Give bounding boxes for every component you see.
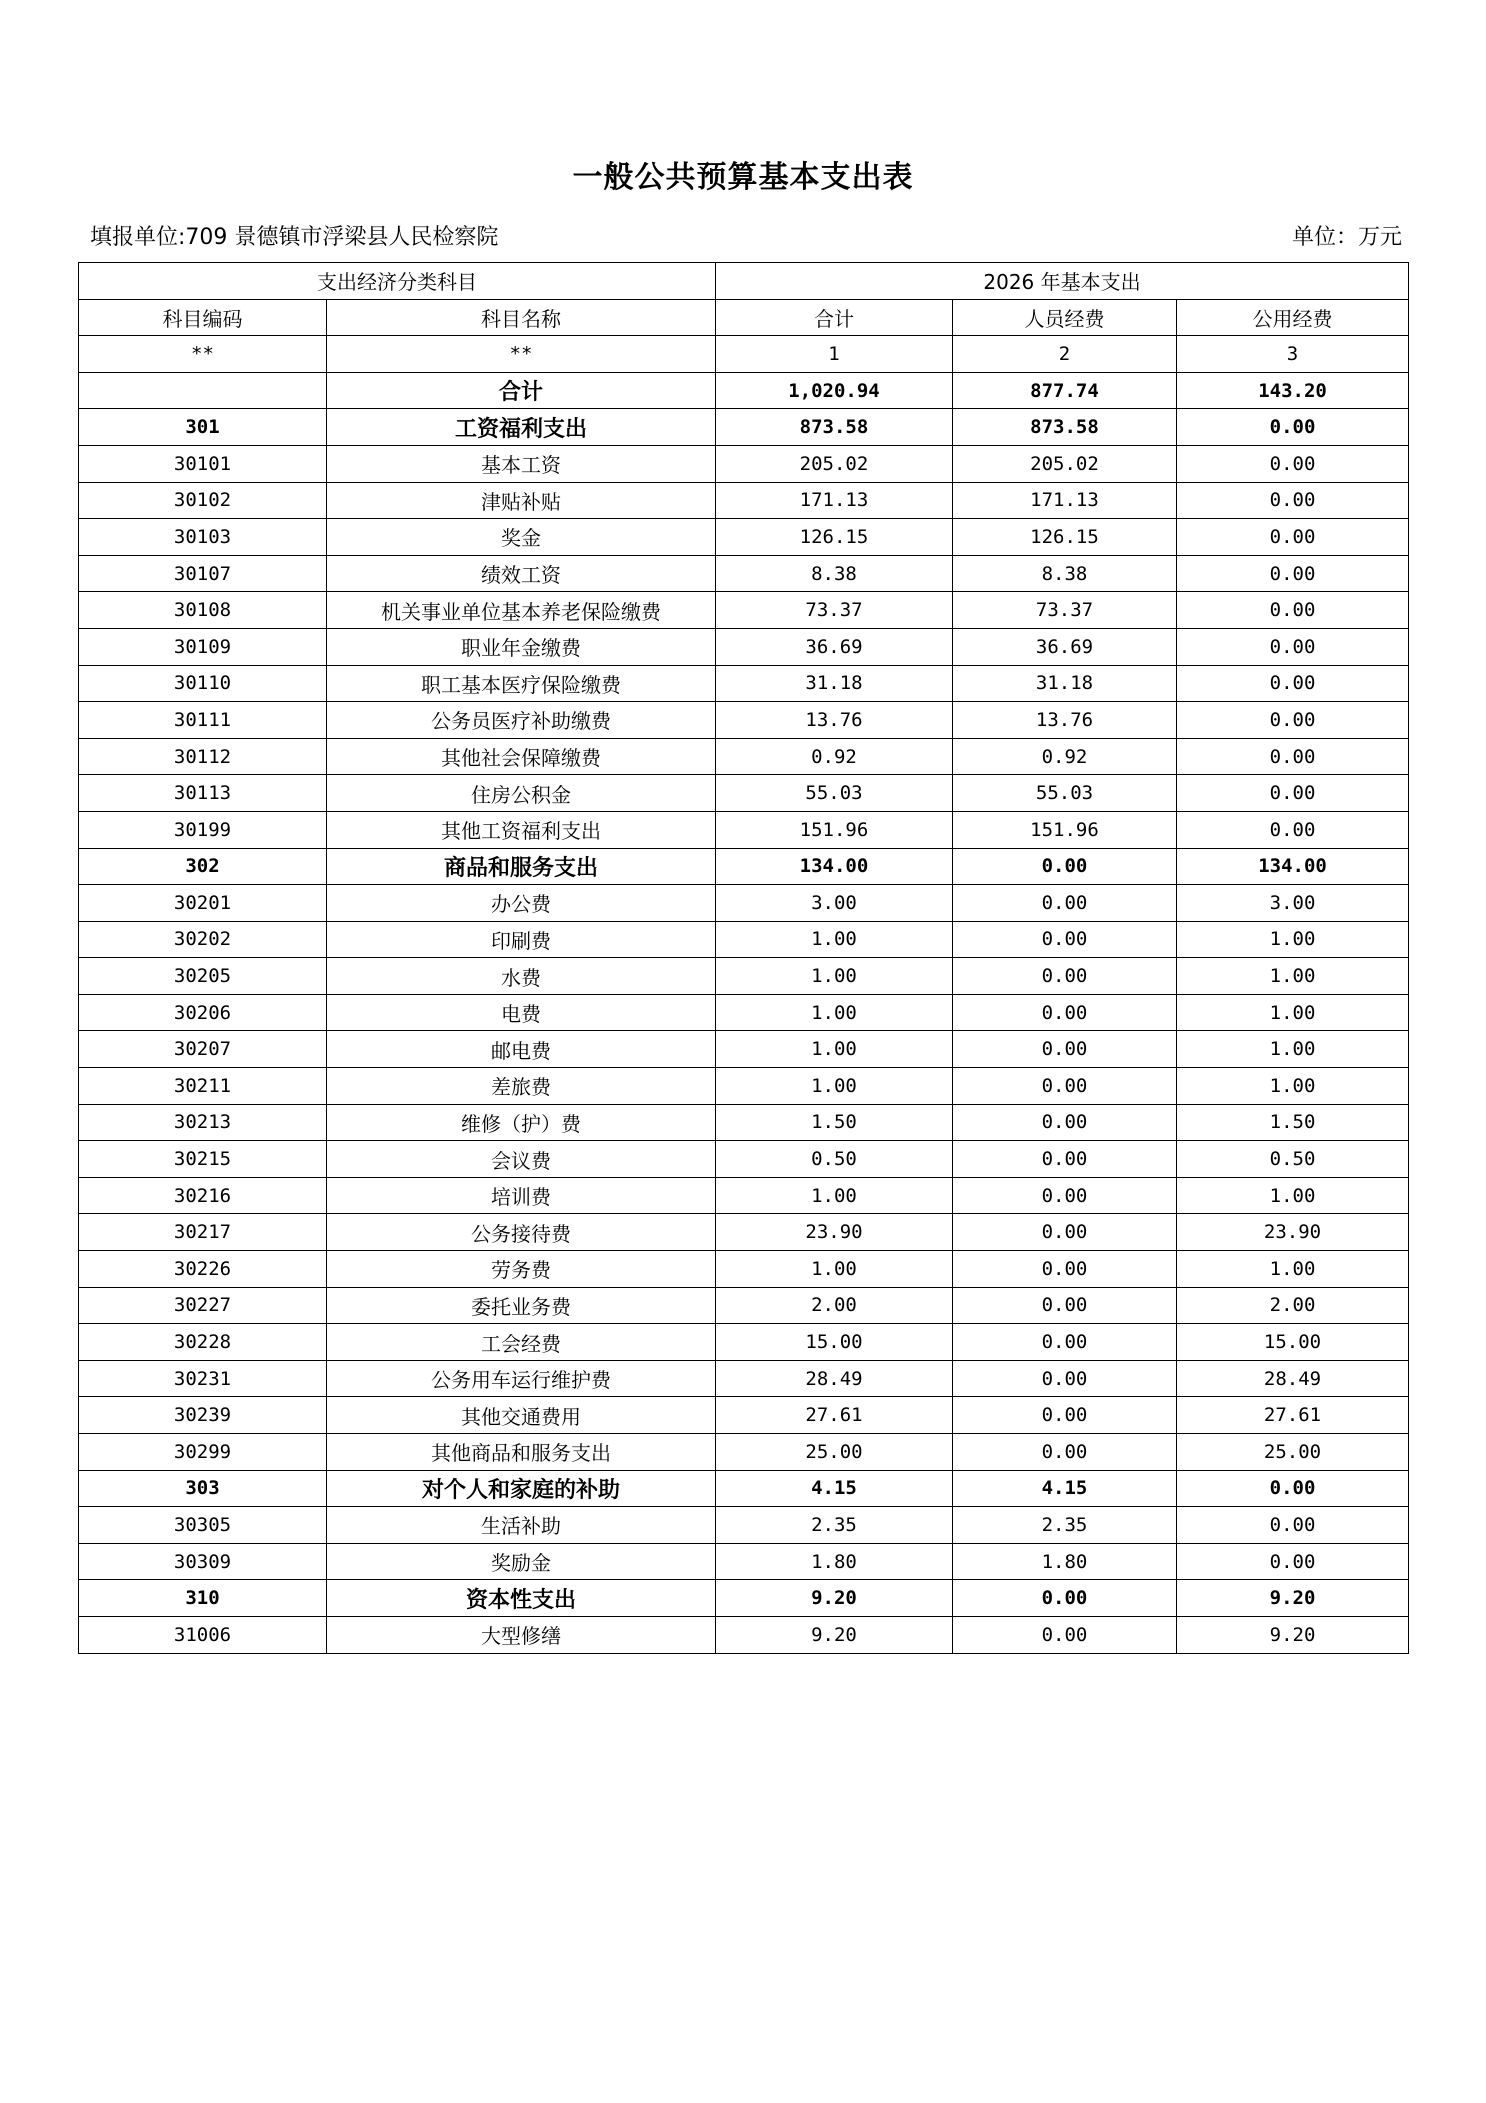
cell-name: 电费 xyxy=(327,994,716,1031)
cell-code: 30206 xyxy=(79,994,327,1031)
cell-public: 0.00 xyxy=(1177,628,1409,665)
cell-public: 15.00 xyxy=(1177,1324,1409,1361)
cell-personnel: 0.00 xyxy=(953,848,1177,885)
cell-name: 公务用车运行维护费 xyxy=(327,1360,716,1397)
table-row xyxy=(79,592,1409,629)
cell-code: 30213 xyxy=(79,1104,327,1141)
cell-total: 134.00 xyxy=(716,848,953,885)
table-row xyxy=(79,409,1409,446)
cell-code: 30228 xyxy=(79,1324,327,1361)
cell-name: 工资福利支出 xyxy=(327,409,716,446)
cell-personnel: 126.15 xyxy=(953,519,1177,556)
cell-total: 25.00 xyxy=(716,1434,953,1471)
cell-personnel: 0.00 xyxy=(953,1580,1177,1617)
header-group-year-expenditure: 2026 年基本支出 xyxy=(716,263,1409,300)
cell-personnel: 13.76 xyxy=(953,702,1177,739)
cell-personnel: 0.00 xyxy=(953,1360,1177,1397)
table-row xyxy=(79,372,1409,409)
cell-personnel: 0.00 xyxy=(953,994,1177,1031)
cell-personnel: 73.37 xyxy=(953,592,1177,629)
table-row xyxy=(79,738,1409,775)
cell-public: 1.00 xyxy=(1177,1177,1409,1214)
table-row xyxy=(79,1287,1409,1324)
table-row xyxy=(79,1251,1409,1288)
cell-name: 对个人和家庭的补助 xyxy=(327,1470,716,1507)
cell-total: 1.00 xyxy=(716,994,953,1031)
cell-code: 30199 xyxy=(79,811,327,848)
cell-personnel: 0.00 xyxy=(953,958,1177,995)
cell-public: 27.61 xyxy=(1177,1397,1409,1434)
table-row xyxy=(79,1141,1409,1178)
cell-total: 1.00 xyxy=(716,1031,953,1068)
cell-code: 30299 xyxy=(79,1434,327,1471)
cell-name: 其他工资福利支出 xyxy=(327,811,716,848)
table-row xyxy=(79,445,1409,482)
cell-personnel: 0.00 xyxy=(953,1251,1177,1288)
cell-personnel: 0.00 xyxy=(953,1324,1177,1361)
cell-code: 30217 xyxy=(79,1214,327,1251)
table-body xyxy=(79,372,1409,1653)
cell-name: 委托业务费 xyxy=(327,1287,716,1324)
cell-code: 302 xyxy=(79,848,327,885)
cell-public: 1.00 xyxy=(1177,958,1409,995)
table-row xyxy=(79,1397,1409,1434)
cell-personnel: 873.58 xyxy=(953,409,1177,446)
cell-public: 1.00 xyxy=(1177,1068,1409,1105)
cell-code: 30202 xyxy=(79,921,327,958)
cell-personnel: 0.00 xyxy=(953,1068,1177,1105)
table-row xyxy=(79,519,1409,556)
cell-public: 9.20 xyxy=(1177,1580,1409,1617)
table-header xyxy=(79,263,1409,373)
cell-name: 其他社会保障缴费 xyxy=(327,738,716,775)
cell-name: 劳务费 xyxy=(327,1251,716,1288)
cell-public: 1.50 xyxy=(1177,1104,1409,1141)
cell-total: 55.03 xyxy=(716,775,953,812)
cell-personnel: 4.15 xyxy=(953,1470,1177,1507)
cell-name: 印刷费 xyxy=(327,921,716,958)
cell-code: 30101 xyxy=(79,445,327,482)
cell-personnel: 0.00 xyxy=(953,1616,1177,1653)
cell-total: 1.00 xyxy=(716,958,953,995)
cell-name: 办公费 xyxy=(327,885,716,922)
cell-total: 171.13 xyxy=(716,482,953,519)
table-row xyxy=(79,1214,1409,1251)
cell-public: 0.00 xyxy=(1177,482,1409,519)
cell-public: 0.00 xyxy=(1177,665,1409,702)
cell-personnel: 1.80 xyxy=(953,1543,1177,1580)
cell-total: 8.38 xyxy=(716,555,953,592)
cell-public: 1.00 xyxy=(1177,1031,1409,1068)
cell-personnel: 36.69 xyxy=(953,628,1177,665)
cell-personnel: 0.00 xyxy=(953,1104,1177,1141)
cell-total: 0.92 xyxy=(716,738,953,775)
cell-code: 30102 xyxy=(79,482,327,519)
cell-total: 151.96 xyxy=(716,811,953,848)
table-row xyxy=(79,1616,1409,1653)
cell-personnel: 151.96 xyxy=(953,811,1177,848)
cell-public: 134.00 xyxy=(1177,848,1409,885)
cell-total: 13.76 xyxy=(716,702,953,739)
cell-personnel: 8.38 xyxy=(953,555,1177,592)
table-row xyxy=(79,1434,1409,1471)
table-row xyxy=(79,958,1409,995)
cell-total: 4.15 xyxy=(716,1470,953,1507)
cell-name: 差旅费 xyxy=(327,1068,716,1105)
cell-total: 3.00 xyxy=(716,885,953,922)
cell-code: 31006 xyxy=(79,1616,327,1653)
reporting-unit: 填报单位:709 景德镇市浮梁县人民检察院 xyxy=(90,225,499,250)
cell-name: 公务员医疗补助缴费 xyxy=(327,702,716,739)
cell-total: 0.50 xyxy=(716,1141,953,1178)
cell-public: 0.00 xyxy=(1177,811,1409,848)
cell-total: 205.02 xyxy=(716,445,953,482)
header-personnel: 人员经费 xyxy=(953,299,1177,336)
cell-total: 1.50 xyxy=(716,1104,953,1141)
cell-public: 1.00 xyxy=(1177,1251,1409,1288)
cell-code: 30215 xyxy=(79,1141,327,1178)
cell-personnel: 0.00 xyxy=(953,1141,1177,1178)
header-total: 合计 xyxy=(716,299,953,336)
cell-code: 30211 xyxy=(79,1068,327,1105)
header-name: 科目名称 xyxy=(327,299,716,336)
index-3: 3 xyxy=(1177,336,1409,373)
cell-public: 0.00 xyxy=(1177,1470,1409,1507)
cell-code: 30309 xyxy=(79,1543,327,1580)
cell-personnel: 0.00 xyxy=(953,885,1177,922)
cell-public: 0.00 xyxy=(1177,409,1409,446)
cell-public: 25.00 xyxy=(1177,1434,1409,1471)
header-group-classification: 支出经济分类科目 xyxy=(79,263,716,300)
cell-personnel: 0.00 xyxy=(953,1214,1177,1251)
table-row xyxy=(79,482,1409,519)
cell-personnel: 0.00 xyxy=(953,1287,1177,1324)
cell-total: 9.20 xyxy=(716,1616,953,1653)
cell-personnel: 31.18 xyxy=(953,665,1177,702)
cell-personnel: 0.00 xyxy=(953,921,1177,958)
cell-personnel: 0.00 xyxy=(953,1397,1177,1434)
cell-public: 1.00 xyxy=(1177,994,1409,1031)
header-public: 公用经费 xyxy=(1177,299,1409,336)
cell-total: 15.00 xyxy=(716,1324,953,1361)
table-row xyxy=(79,775,1409,812)
cell-total: 1.00 xyxy=(716,1068,953,1105)
cell-total: 1.80 xyxy=(716,1543,953,1580)
cell-name: 会议费 xyxy=(327,1141,716,1178)
cell-code: 30226 xyxy=(79,1251,327,1288)
cell-public: 0.50 xyxy=(1177,1141,1409,1178)
cell-name: 职工基本医疗保险缴费 xyxy=(327,665,716,702)
index-name: ** xyxy=(327,336,716,373)
cell-code: 30205 xyxy=(79,958,327,995)
cell-code: 303 xyxy=(79,1470,327,1507)
cell-personnel: 0.00 xyxy=(953,1031,1177,1068)
index-1: 1 xyxy=(716,336,953,373)
cell-personnel: 205.02 xyxy=(953,445,1177,482)
cell-name: 其他交通费用 xyxy=(327,1397,716,1434)
cell-name: 商品和服务支出 xyxy=(327,848,716,885)
cell-name: 大型修缮 xyxy=(327,1616,716,1653)
cell-personnel: 2.35 xyxy=(953,1507,1177,1544)
cell-personnel: 0.92 xyxy=(953,738,1177,775)
index-2: 2 xyxy=(953,336,1177,373)
cell-public: 0.00 xyxy=(1177,555,1409,592)
cell-name: 津贴补贴 xyxy=(327,482,716,519)
cell-total: 2.35 xyxy=(716,1507,953,1544)
cell-name: 奖金 xyxy=(327,519,716,556)
header-code: 科目编码 xyxy=(79,299,327,336)
cell-total: 23.90 xyxy=(716,1214,953,1251)
table-row xyxy=(79,555,1409,592)
table-row xyxy=(79,1507,1409,1544)
cell-code xyxy=(79,372,327,409)
cell-code: 30231 xyxy=(79,1360,327,1397)
cell-code: 30111 xyxy=(79,702,327,739)
cell-code: 30207 xyxy=(79,1031,327,1068)
cell-total: 873.58 xyxy=(716,409,953,446)
table-row xyxy=(79,811,1409,848)
cell-total: 31.18 xyxy=(716,665,953,702)
cell-code: 30108 xyxy=(79,592,327,629)
table-row xyxy=(79,994,1409,1031)
table-row xyxy=(79,885,1409,922)
cell-code: 30103 xyxy=(79,519,327,556)
table-row xyxy=(79,628,1409,665)
cell-public: 143.20 xyxy=(1177,372,1409,409)
cell-name: 其他商品和服务支出 xyxy=(327,1434,716,1471)
table-row xyxy=(79,921,1409,958)
cell-public: 0.00 xyxy=(1177,775,1409,812)
cell-name: 邮电费 xyxy=(327,1031,716,1068)
table-row xyxy=(79,1580,1409,1617)
table-row xyxy=(79,1360,1409,1397)
cell-public: 3.00 xyxy=(1177,885,1409,922)
cell-name: 水费 xyxy=(327,958,716,995)
cell-code: 30227 xyxy=(79,1287,327,1324)
cell-name: 生活补助 xyxy=(327,1507,716,1544)
cell-name: 住房公积金 xyxy=(327,775,716,812)
cell-code: 30113 xyxy=(79,775,327,812)
cell-personnel: 55.03 xyxy=(953,775,1177,812)
cell-public: 0.00 xyxy=(1177,445,1409,482)
cell-public: 28.49 xyxy=(1177,1360,1409,1397)
cell-name: 合计 xyxy=(327,372,716,409)
cell-name: 培训费 xyxy=(327,1177,716,1214)
cell-name: 维修（护）费 xyxy=(327,1104,716,1141)
cell-public: 23.90 xyxy=(1177,1214,1409,1251)
table-row xyxy=(79,665,1409,702)
cell-code: 30201 xyxy=(79,885,327,922)
cell-name: 资本性支出 xyxy=(327,1580,716,1617)
cell-name: 奖励金 xyxy=(327,1543,716,1580)
table-row xyxy=(79,702,1409,739)
cell-total: 28.49 xyxy=(716,1360,953,1397)
table-row xyxy=(79,1031,1409,1068)
cell-name: 公务接待费 xyxy=(327,1214,716,1251)
cell-code: 30239 xyxy=(79,1397,327,1434)
cell-personnel: 0.00 xyxy=(953,1177,1177,1214)
cell-code: 30216 xyxy=(79,1177,327,1214)
cell-total: 1.00 xyxy=(716,921,953,958)
cell-code: 30112 xyxy=(79,738,327,775)
cell-name: 机关事业单位基本养老保险缴费 xyxy=(327,592,716,629)
cell-personnel: 0.00 xyxy=(953,1434,1177,1471)
cell-public: 9.20 xyxy=(1177,1616,1409,1653)
cell-personnel: 877.74 xyxy=(953,372,1177,409)
cell-code: 30109 xyxy=(79,628,327,665)
table-row xyxy=(79,1470,1409,1507)
cell-public: 0.00 xyxy=(1177,592,1409,629)
cell-public: 2.00 xyxy=(1177,1287,1409,1324)
cell-name: 绩效工资 xyxy=(327,555,716,592)
cell-public: 0.00 xyxy=(1177,519,1409,556)
table-row xyxy=(79,1068,1409,1105)
index-code: ** xyxy=(79,336,327,373)
page-title: 一般公共预算基本支出表 xyxy=(572,160,914,195)
table-row xyxy=(79,848,1409,885)
cell-public: 0.00 xyxy=(1177,1507,1409,1544)
cell-name: 工会经费 xyxy=(327,1324,716,1361)
cell-total: 126.15 xyxy=(716,519,953,556)
cell-public: 1.00 xyxy=(1177,921,1409,958)
cell-total: 73.37 xyxy=(716,592,953,629)
cell-total: 36.69 xyxy=(716,628,953,665)
cell-name: 职业年金缴费 xyxy=(327,628,716,665)
cell-code: 30107 xyxy=(79,555,327,592)
table-row xyxy=(79,1324,1409,1361)
cell-total: 9.20 xyxy=(716,1580,953,1617)
table-row xyxy=(79,1104,1409,1141)
cell-public: 0.00 xyxy=(1177,702,1409,739)
cell-name: 基本工资 xyxy=(327,445,716,482)
cell-code: 310 xyxy=(79,1580,327,1617)
cell-code: 30305 xyxy=(79,1507,327,1544)
cell-code: 301 xyxy=(79,409,327,446)
cell-public: 0.00 xyxy=(1177,738,1409,775)
cell-code: 30110 xyxy=(79,665,327,702)
cell-total: 1,020.94 xyxy=(716,372,953,409)
cell-total: 1.00 xyxy=(716,1251,953,1288)
table-row xyxy=(79,1543,1409,1580)
budget-table xyxy=(78,262,1409,1654)
cell-personnel: 171.13 xyxy=(953,482,1177,519)
table-row xyxy=(79,1177,1409,1214)
cell-total: 2.00 xyxy=(716,1287,953,1324)
currency-unit: 单位：万元 xyxy=(1291,225,1402,250)
cell-public: 0.00 xyxy=(1177,1543,1409,1580)
cell-total: 1.00 xyxy=(716,1177,953,1214)
cell-total: 27.61 xyxy=(716,1397,953,1434)
